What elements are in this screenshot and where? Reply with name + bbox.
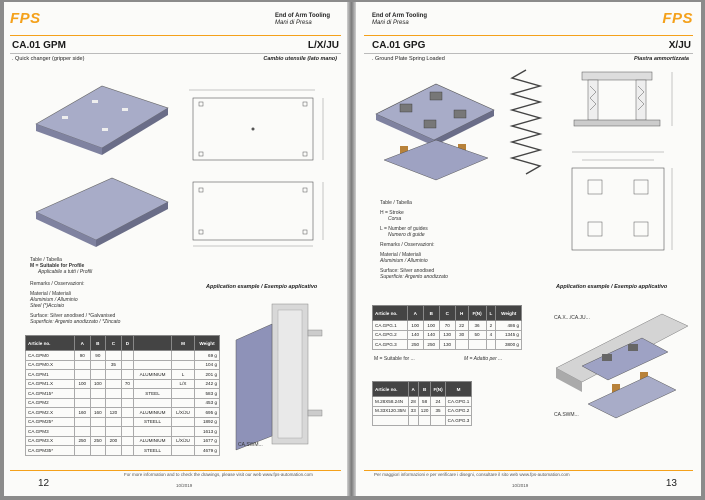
table-cell <box>106 398 122 408</box>
table-cell <box>134 398 172 408</box>
table-cell <box>171 360 194 370</box>
note-line: Superficie: Argento anodizzato / *Zincato <box>30 319 121 325</box>
note-line: L = Number of guides <box>380 226 428 232</box>
table-row <box>26 379 220 389</box>
table-cell: CA.GPG.2 <box>373 330 408 340</box>
column-header: A <box>407 306 423 321</box>
table-cell: 1677 g <box>195 436 220 446</box>
column-header: Article no. <box>373 382 409 397</box>
table-row <box>26 389 220 399</box>
table-cell: 201 g <box>195 370 220 380</box>
left-page <box>4 2 347 496</box>
header-rule <box>10 35 341 36</box>
table-cell: L/X/JU <box>171 436 194 446</box>
table-cell <box>121 370 133 380</box>
table-cell <box>468 340 486 350</box>
table-row <box>373 321 522 331</box>
table-cell: 2 <box>486 321 496 331</box>
table-cell <box>90 360 106 370</box>
table-cell <box>106 417 122 427</box>
table-cell <box>455 340 468 350</box>
column-header: Weight <box>496 306 522 321</box>
table-cell: 104 g <box>195 360 220 370</box>
table-cell: L/X/JU <box>171 408 194 418</box>
table-cell: CA.GPM25* <box>26 417 75 427</box>
table-cell <box>90 427 106 437</box>
table-row <box>26 360 220 370</box>
page-number: 13 <box>665 478 677 489</box>
callout-top: CA.X.../CA.JU... <box>554 315 590 321</box>
application-label: Application example / Esempio applicativo <box>556 284 668 290</box>
plate-render-1 <box>32 78 172 158</box>
application-render <box>232 300 332 460</box>
table-row <box>373 416 472 426</box>
note-line: Applicabile a tutti i Profili <box>38 269 93 275</box>
table-header-row <box>373 382 472 397</box>
table-cell <box>90 446 106 456</box>
title-rule <box>364 53 693 54</box>
book-spine <box>347 2 356 496</box>
footer-text: For more information and to check the drawings, please visit our web www.fps-automation.com <box>124 472 313 477</box>
application-render <box>552 308 692 438</box>
table-cell: 486 g <box>496 321 522 331</box>
column-header: B <box>90 336 106 351</box>
table-cell <box>121 436 133 446</box>
table-row <box>373 340 522 350</box>
column-header: M <box>445 382 472 397</box>
table-cell: 90 <box>90 351 106 361</box>
table-cell: CA.GPM2.X <box>26 408 75 418</box>
table-cell <box>171 417 194 427</box>
subtitle-it: Piastra ammortizzata <box>633 56 689 62</box>
column-header: A <box>75 336 91 351</box>
table-cell: 1892 g <box>195 417 220 427</box>
table-cell: CA.GPM3 <box>26 427 75 437</box>
table-header-row <box>26 336 220 351</box>
table-cell <box>106 379 122 389</box>
table-cell: 100 <box>423 321 439 331</box>
notes-block <box>380 200 520 280</box>
table-cell <box>106 389 122 399</box>
table-cell <box>106 446 122 456</box>
header-line1: End of Arm Tooling <box>372 13 427 19</box>
table-cell: 70 <box>439 321 455 331</box>
column-header: Weight <box>195 336 220 351</box>
subtitle-en: . Quick changer (gripper side) <box>12 56 85 62</box>
article-table <box>372 305 522 350</box>
table-cell: 24 <box>431 397 445 407</box>
table-cell <box>106 370 122 380</box>
note-line: Numero di guide <box>388 232 425 238</box>
table-cell <box>171 446 194 456</box>
column-header: C <box>439 306 455 321</box>
footer-rule <box>364 470 693 471</box>
table-cell: 120 <box>106 408 122 418</box>
table-cell: 140 <box>407 330 423 340</box>
column-header: L <box>486 306 496 321</box>
table-cell: CA.GPM3.X <box>26 436 75 446</box>
header-line1: End of Arm Tooling <box>275 13 330 19</box>
table-cell: 50 <box>468 330 486 340</box>
table-cell: 140 <box>423 330 439 340</box>
note-line: M = Suitable for Profile <box>30 263 85 269</box>
table-cell: L/X <box>171 379 194 389</box>
table-row <box>373 406 472 416</box>
drawing-top-view <box>556 148 686 258</box>
table-cell: 58 <box>418 397 431 407</box>
table-cell <box>121 360 133 370</box>
table-cell <box>121 408 133 418</box>
table-cell <box>121 389 133 399</box>
table-cell: CA.GPM35* <box>26 446 75 456</box>
table-cell: CA.GPM0.X <box>26 360 75 370</box>
table-cell: 250 <box>423 340 439 350</box>
table-header-row <box>373 306 522 321</box>
table-cell <box>134 360 172 370</box>
table-cell: 583 g <box>195 389 220 399</box>
table-cell: CA.GPM1 <box>26 370 75 380</box>
column-header: C <box>106 336 122 351</box>
table-cell: 35 <box>106 360 122 370</box>
table-cell <box>75 389 91 399</box>
title-rule <box>10 53 341 54</box>
column-header: F(N) <box>431 382 445 397</box>
drawing-side-view <box>187 172 332 252</box>
header-rule <box>364 35 693 36</box>
table-cell <box>106 351 122 361</box>
table-row <box>26 408 220 418</box>
table-cell <box>134 351 172 361</box>
product-series: L/X/JU <box>307 40 339 51</box>
application-label: Application example / Esempio applicativo <box>206 284 318 290</box>
table-cell: 4679 g <box>195 446 220 456</box>
page-header <box>275 13 330 27</box>
spring-icon <box>508 68 544 180</box>
plate-render-2 <box>32 172 172 252</box>
table-cell <box>373 416 409 426</box>
m-note-en: M = Suitable for ... <box>374 356 415 362</box>
table-row <box>26 351 220 361</box>
table-cell: 100 <box>90 379 106 389</box>
table-cell: 160 <box>90 408 106 418</box>
table-cell: CA.GPG.3 <box>373 340 408 350</box>
table-row <box>26 446 220 456</box>
subtitle-it: Cambio utensile (lato mano) <box>263 56 337 62</box>
table-cell <box>121 427 133 437</box>
table-cell <box>106 427 122 437</box>
table-cell <box>90 398 106 408</box>
table-cell <box>121 398 133 408</box>
table-cell: 3800 g <box>496 340 522 350</box>
note-line: Superficie: Argento anodizzato <box>380 274 448 280</box>
table-cell: 242 g <box>195 379 220 389</box>
table-cell: 33 <box>408 406 418 416</box>
table-cell <box>121 351 133 361</box>
article-table <box>25 335 220 456</box>
table-cell <box>90 389 106 399</box>
table-cell <box>75 427 91 437</box>
table-cell <box>90 417 106 427</box>
table-cell: 100 <box>75 379 91 389</box>
table-cell: 4 <box>486 330 496 340</box>
note-line: Remarks / Osservazioni: <box>380 242 435 248</box>
table-cell <box>121 417 133 427</box>
note-line: Aluminium / Alluminio <box>30 297 78 303</box>
column-header: B <box>418 382 431 397</box>
table-cell: 250 <box>90 436 106 446</box>
note-line: Material / Materiali <box>30 291 71 297</box>
column-header: A <box>408 382 418 397</box>
table-cell: 1613 g <box>195 427 220 437</box>
note-line: Corsa <box>388 216 402 222</box>
footer-rule <box>10 470 341 471</box>
m-note-it: M = Adatto per ... <box>464 356 503 362</box>
table-cell: 130 <box>439 330 455 340</box>
table-cell: 28 <box>408 397 418 407</box>
table-cell <box>171 389 194 399</box>
table-cell: 453 g <box>195 398 220 408</box>
table-cell: 70 <box>121 379 133 389</box>
table-cell: 100 <box>407 321 423 331</box>
subtitle-en: . Ground Plate Spring Loaded <box>372 56 445 62</box>
table-row <box>26 398 220 408</box>
table-cell <box>121 446 133 456</box>
table-cell: 695 g <box>195 408 220 418</box>
table-cell: STEEL <box>134 389 172 399</box>
table-cell: 130 <box>439 340 455 350</box>
table-cell: CA.GPG.2 <box>445 406 472 416</box>
table-cell: CA.GPM15* <box>26 389 75 399</box>
table-cell <box>431 416 445 426</box>
table-cell: 120 <box>418 406 431 416</box>
table-cell <box>90 370 106 380</box>
table-cell: 250 <box>75 436 91 446</box>
column-header: B <box>423 306 439 321</box>
table-cell: L <box>171 370 194 380</box>
column-header: Article no. <box>373 306 408 321</box>
table-cell <box>75 417 91 427</box>
column-header <box>134 336 172 351</box>
table-cell: M.28X58.24N <box>373 397 409 407</box>
table-cell: CA.GPM2 <box>26 398 75 408</box>
footer-date: 10/2019 <box>176 483 193 488</box>
table-cell: STEELL <box>134 446 172 456</box>
table-cell: ALUMINIUM <box>134 436 172 446</box>
table-cell: 160 <box>75 408 91 418</box>
header-line2: Mani di Presa <box>275 20 312 26</box>
footer-text: Per maggiori informazioni e per verificare i disegni, consultare il sito web www.fps-automation.com <box>374 472 570 477</box>
note-line: Table / Tabella <box>30 257 62 263</box>
table-cell <box>418 416 431 426</box>
notes-block <box>30 257 180 325</box>
spring-plate-render <box>370 74 500 184</box>
table-cell: 90 <box>75 351 91 361</box>
note-line: Table / Tabella <box>380 200 412 206</box>
page-header <box>372 13 427 27</box>
note-line: Aluminium / Alluminio <box>380 258 428 264</box>
table-cell: ALUMINIUM <box>134 370 172 380</box>
note-line: Remarks / Osservazioni: <box>30 281 85 287</box>
column-header: H <box>455 306 468 321</box>
table-cell <box>75 370 91 380</box>
table-cell: CA.GPG.1 <box>373 321 408 331</box>
app-callout: CA.SWM... <box>238 442 263 448</box>
table-cell <box>486 340 496 350</box>
table-cell <box>75 398 91 408</box>
table-cell <box>171 398 194 408</box>
spring-table <box>372 381 472 426</box>
table-row <box>26 417 220 427</box>
table-cell <box>171 427 194 437</box>
table-cell: CA.GPG.1 <box>445 397 472 407</box>
table-cell: M.33X120.35N <box>373 406 409 416</box>
table-cell <box>134 427 172 437</box>
drawing-top-view <box>187 86 332 166</box>
table-cell <box>75 446 91 456</box>
product-series: X/JU <box>668 40 691 51</box>
table-cell: 35 <box>431 406 445 416</box>
table-cell: STEELL <box>134 417 172 427</box>
table-cell: CA.GPG.3 <box>445 416 472 426</box>
fps-logo: FPS <box>10 10 41 27</box>
table-cell: 250 <box>407 340 423 350</box>
fps-logo: FPS <box>662 10 693 27</box>
table-cell: 30 <box>455 330 468 340</box>
table-row <box>26 427 220 437</box>
note-line: Surface: Silver anodised <box>380 268 435 274</box>
column-header: Article no. <box>26 336 75 351</box>
footer-date: 10/2019 <box>512 483 529 488</box>
table-cell: CA.GPM1.X <box>26 379 75 389</box>
note-line: Steel (*)Acciaio <box>30 303 65 309</box>
page-number: 12 <box>38 478 50 489</box>
table-row <box>26 436 220 446</box>
table-cell: 36 <box>468 321 486 331</box>
note-line: H = Stroke <box>380 210 404 216</box>
table-cell: CA.GPM0 <box>26 351 75 361</box>
table-row <box>373 397 472 407</box>
table-row <box>373 330 522 340</box>
table-cell: 22 <box>455 321 468 331</box>
table-row <box>26 370 220 380</box>
table-cell <box>408 416 418 426</box>
slot-icon <box>62 116 68 119</box>
product-code: CA.01 GPM <box>12 40 66 51</box>
column-header: F(N) <box>468 306 486 321</box>
note-line: Material / Materiali <box>380 252 421 258</box>
note-line: Surface: Silver anodised / *Galvanised <box>30 313 116 319</box>
right-page <box>356 2 701 496</box>
table-cell: 1345 g <box>496 330 522 340</box>
callout-bottom: CA.SWM... <box>554 412 579 418</box>
table-cell: ALUMINIUM <box>134 408 172 418</box>
product-code: CA.01 GPG <box>372 40 426 51</box>
table-cell: 69 g <box>195 351 220 361</box>
header-line2: Mani di Presa <box>372 20 409 26</box>
drawing-section-view <box>544 66 694 144</box>
column-header: M <box>171 336 194 351</box>
table-cell <box>171 351 194 361</box>
column-header: D <box>121 336 133 351</box>
table-cell: 200 <box>106 436 122 446</box>
table-cell <box>134 379 172 389</box>
table-cell <box>75 360 91 370</box>
